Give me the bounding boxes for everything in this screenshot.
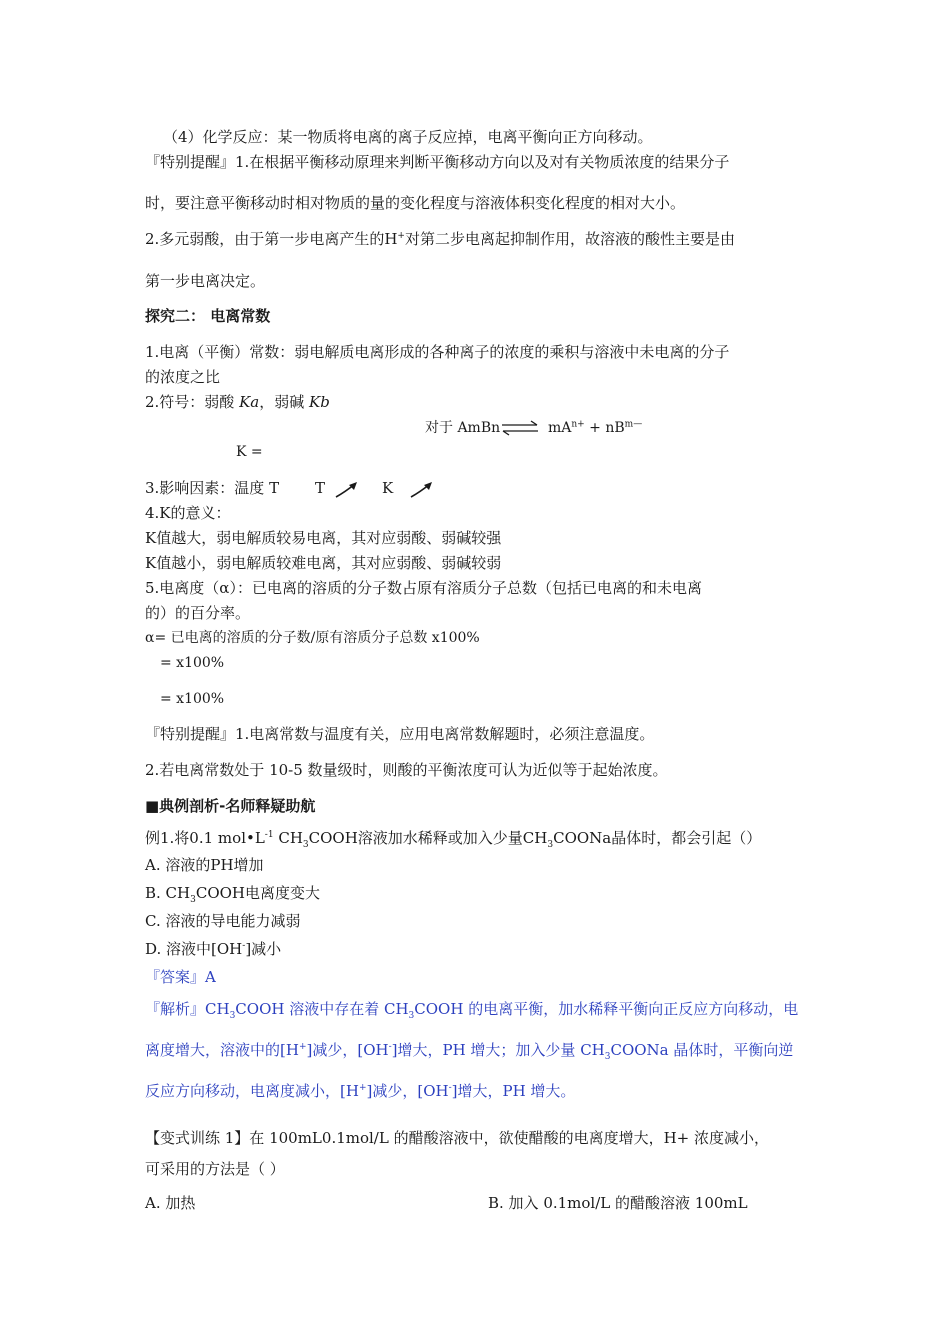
text-span: 2.符号：弱酸 <box>145 393 240 411</box>
text-line: 3.影响因素：温度 T <box>145 479 280 497</box>
variant-training: 可采用的方法是（ ） <box>145 1160 285 1178</box>
special-note: 『特别提醒』1.在根据平衡移动原理来判断平衡移动方向以及对有关物质浓度的结果分子 <box>145 153 730 171</box>
superscript: + <box>298 1042 307 1052</box>
text-line: K值越小，弱电解质较难电离，其对应弱酸、弱碱较弱 <box>145 554 502 572</box>
superscript: n+ <box>571 419 585 430</box>
option-b: B. 加入 0.1mol/L 的醋酸溶液 100mL <box>488 1194 748 1212</box>
text-span: ]增大，PH 增大。 <box>451 1082 576 1100</box>
answer: 『答案』A <box>145 968 216 986</box>
option-c: C. 溶液的导电能力减弱 <box>145 912 301 930</box>
text-line: 的）的百分率。 <box>145 604 251 622</box>
superscript: - <box>388 1042 392 1052</box>
text-span: COOH 溶液中存在着 CH <box>235 1000 409 1018</box>
text-span: 2.多元弱酸，由于第一步电离产生的H <box>145 230 398 248</box>
subscript: 3 <box>190 895 196 905</box>
text-line: （4）化学反应：某一物质将电离的离子反应掉，电离平衡向正方向移动。 <box>163 128 653 146</box>
text-line: K值越大，弱电解质较易电离，其对应弱酸、弱碱较强 <box>145 529 502 547</box>
section-heading: 探究二： 电离常数 <box>145 307 271 325</box>
subscript: 3 <box>408 1011 415 1021</box>
text-span: CH <box>273 829 303 847</box>
text-span: 反应方向移动，电离度减小，[H <box>145 1082 359 1100</box>
text-span: COONa晶体时，都会引起（） <box>553 829 762 847</box>
text-span: COONa 晶体时，平衡向逆 <box>610 1041 794 1059</box>
k-symbol: K <box>382 479 394 497</box>
kb-symbol: Kb <box>309 393 330 411</box>
text-span: COOH 的电离平衡，加水稀释平衡向正反应方向移动，电 <box>414 1000 799 1018</box>
text-span: mA <box>548 420 572 436</box>
text-span: 离度增大，溶液中的[H <box>145 1041 299 1059</box>
temperature-symbol: T <box>315 479 326 497</box>
text-span: B. CH <box>145 884 191 902</box>
text-span: COOH溶液加水稀释或加入少量CH <box>308 829 548 847</box>
up-arrow-icon <box>408 480 436 500</box>
text-span: 『解析』CH <box>145 1000 230 1018</box>
text-line <box>145 229 735 249</box>
text-line: 第一步电离决定。 <box>145 272 266 290</box>
text-line: 1.电离（平衡）常数：弱电解质电离形成的各种离子的浓度的乘积与溶液中未电离的分子 <box>145 343 730 361</box>
equilibrium-lhs: 对于 AmBn <box>425 420 501 436</box>
text-span: 对第二步电离起抑制作用，故溶液的酸性主要是由 <box>404 230 735 248</box>
superscript: m— <box>624 419 643 430</box>
subscript: 3 <box>302 840 309 850</box>
formula-line: α= 已电离的溶质的分子数/原有溶质分子总数 x100% <box>145 630 480 646</box>
text-line <box>145 392 330 412</box>
option-a: A. 溶液的PH增加 <box>145 856 264 874</box>
text-span: ]减少，[OH <box>306 1041 389 1059</box>
analysis-line <box>145 1081 575 1101</box>
text-line: 的浓度之比 <box>145 368 221 386</box>
subscript: 3 <box>229 1011 236 1021</box>
example-question <box>145 828 761 848</box>
text-span: D. 溶液中[OH <box>145 940 243 958</box>
superscript: -1 <box>264 830 274 840</box>
up-arrow-icon <box>333 480 361 500</box>
text-span: + nB <box>584 420 625 436</box>
section-heading: ■典例剖析-名师释疑助航 <box>145 797 316 815</box>
superscript: - <box>448 1083 452 1093</box>
text-span: ]减小 <box>245 940 282 958</box>
superscript: - <box>242 941 246 951</box>
formula-line: = x100% <box>160 691 225 707</box>
formula-line: = x100% <box>160 655 225 671</box>
k-expression: K = <box>236 444 263 460</box>
text-line: 5.电离度（α）：已电离的溶质的分子数占原有溶质分子总数（包括已电离的和未电离 <box>145 579 702 597</box>
text-line: 2.若电离常数处于 10-5 数量级时，则酸的平衡浓度可认为近似等于起始浓度。 <box>145 761 668 779</box>
variant-training: 【变式训练 1】在 100mL0.1mol/L 的醋酸溶液中，欲使醋酸的电离度增大，H+ 浓度减小， <box>145 1129 770 1147</box>
option-d <box>145 939 281 959</box>
subscript: 3 <box>547 840 554 850</box>
text-span: ]减少，[OH <box>366 1082 449 1100</box>
special-note: 『特别提醒』1.电离常数与温度有关，应用电离常数解题时，必须注意温度。 <box>145 725 655 743</box>
analysis-line <box>145 1040 793 1060</box>
text-line: 4.K的意义： <box>145 504 231 522</box>
option-a: A. 加热 <box>145 1194 196 1212</box>
text-span: ]增大，PH 增大；加入少量 CH <box>391 1041 605 1059</box>
superscript: + <box>397 231 405 241</box>
ka-symbol: Ka <box>239 393 260 411</box>
text-span: COOH电离度变大 <box>195 884 321 902</box>
equilibrium-rhs <box>548 418 642 438</box>
option-b <box>145 883 320 903</box>
text-span: ，弱碱 <box>259 393 310 411</box>
subscript: 3 <box>604 1052 611 1062</box>
analysis-line <box>145 999 798 1019</box>
superscript: + <box>358 1083 367 1093</box>
text-line: 时，要注意平衡移动时相对物质的量的变化程度与溶液体积变化程度的相对大小。 <box>145 194 686 212</box>
text-span: 例1.将0.1 mol•L <box>145 829 265 847</box>
equilibrium-arrow-icon <box>500 420 540 436</box>
